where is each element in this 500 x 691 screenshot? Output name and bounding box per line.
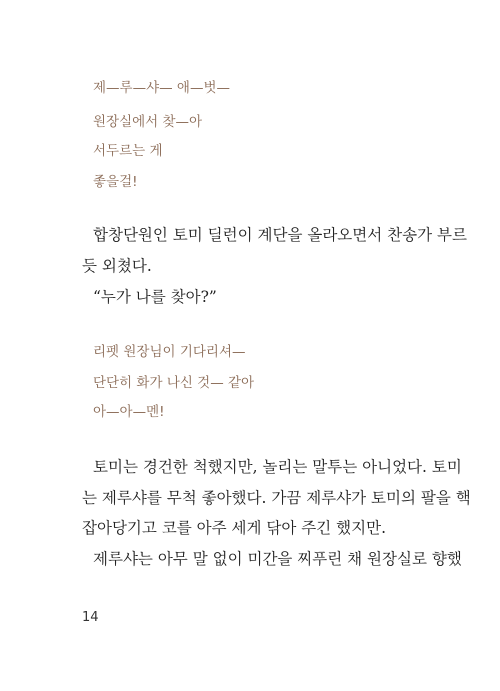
narration-line: 는 제루샤를 무척 좋아했다. 가끔 제루샤가 토미의 팔을 핵 [82,489,471,507]
song-line-3: 서두르는 게 [93,143,163,159]
narration-line: 잡아당기고 코를 아주 세게 닦아 주긴 했지만. [82,519,387,537]
song-line-6: 단단히 화가 나신 것— 같아 [93,375,255,391]
song-line-1: 제—루—샤— 애—벗— [93,80,230,96]
song-line-4: 좋을걸! [93,174,138,190]
song-line-5: 리펫 원장님이 기다리셔— [93,344,246,360]
narration-line: 제루샤는 아무 말 없이 미간을 찌푸린 채 원장실로 향했 [93,550,462,568]
narration-line: 합창단원인 토미 딜런이 계단을 올라오면서 찬송가 부르 [93,226,467,244]
page-number: 14 [82,610,99,625]
dialogue-line: “누가 나를 찾아?” [93,288,217,306]
narration-line: 듯 외쳤다. [82,257,152,275]
song-line-2: 원장실에서 찾—아 [93,114,203,130]
song-line-7: 아—아—멘! [93,404,165,420]
narration-line: 토미는 경건한 척했지만, 놀리는 말투는 아니었다. 토미 [93,458,462,476]
